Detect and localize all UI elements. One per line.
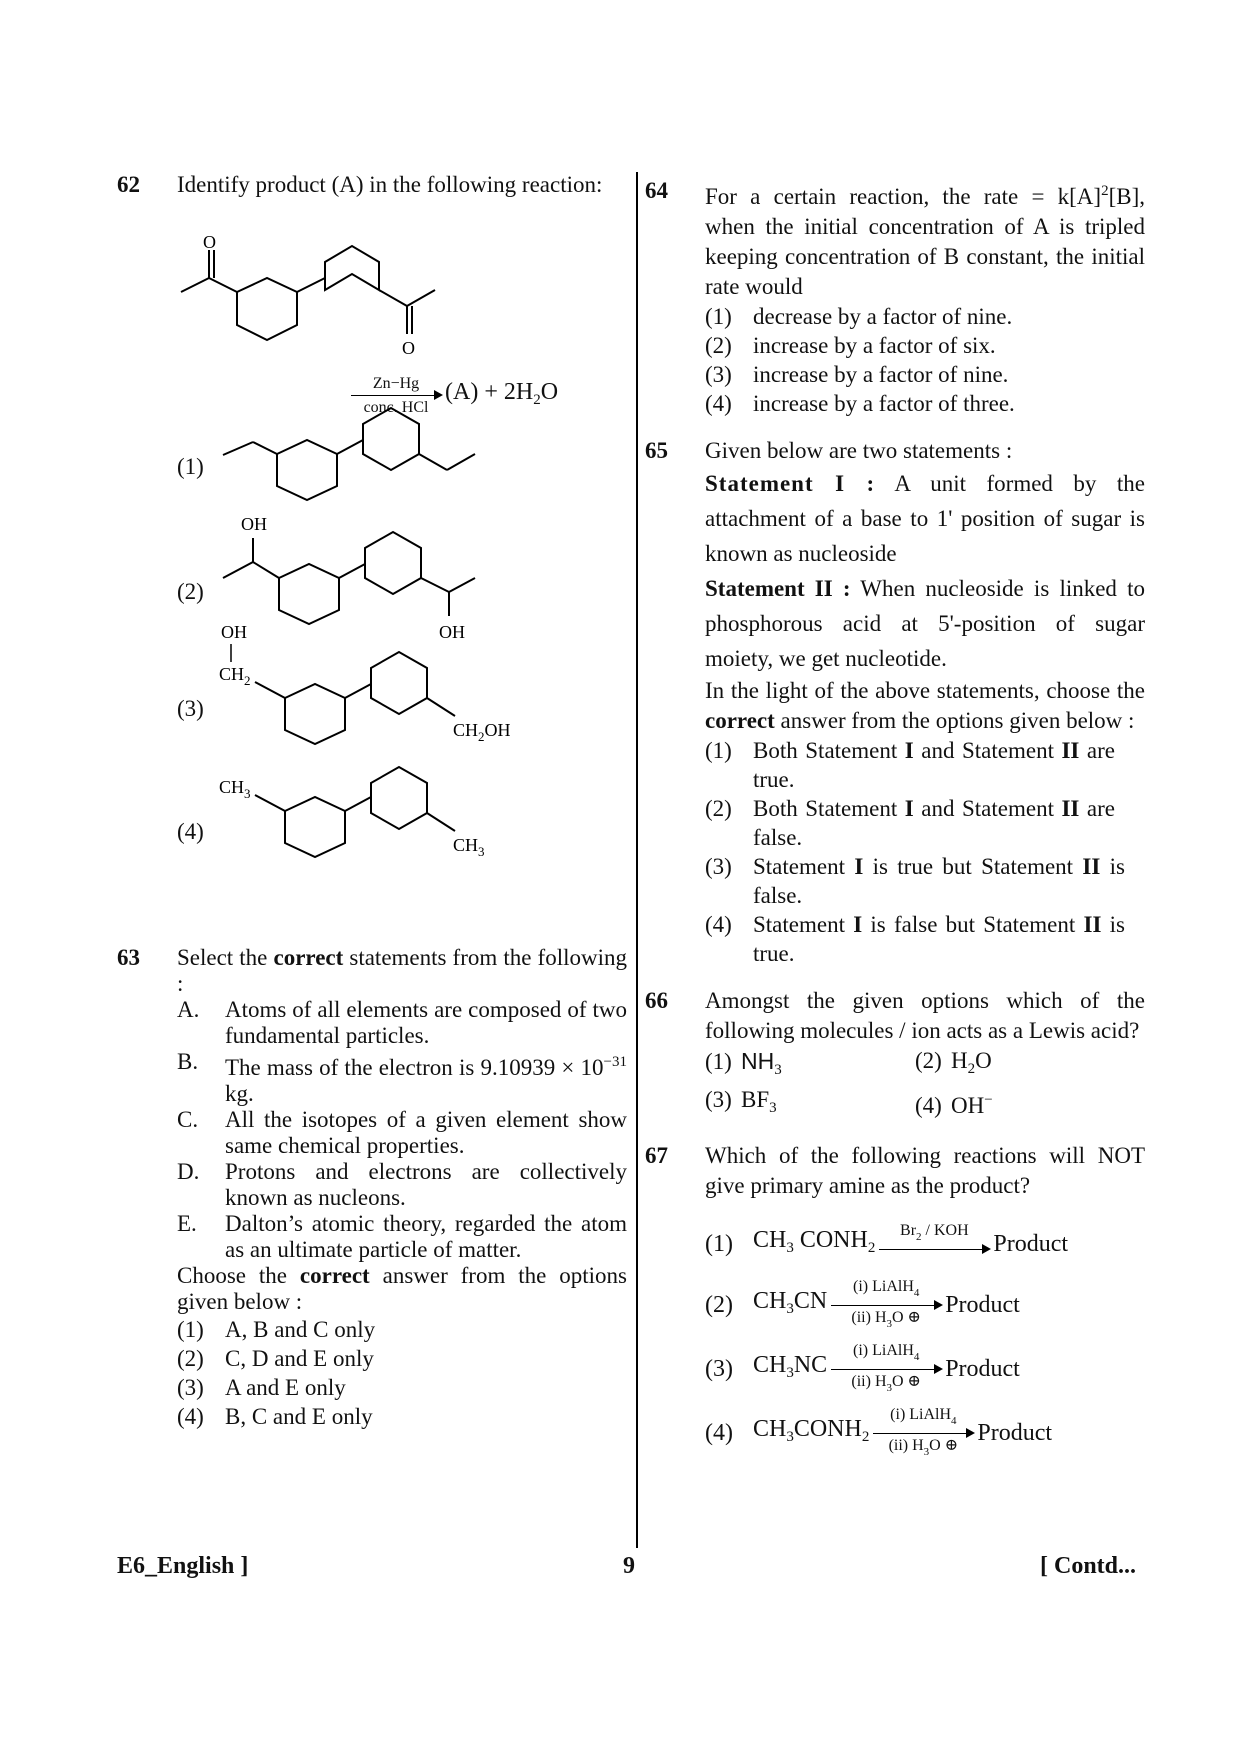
option-1: (1) decrease by a factor of nine. xyxy=(705,304,1013,329)
svg-text:OH: OH xyxy=(439,622,465,642)
svg-text:CH2OH: $CH_2OH$ xyxy=(453,720,511,744)
question-number: 62 xyxy=(117,172,140,197)
left-column xyxy=(117,170,627,1431)
svg-text:CH3: $CH_3$ xyxy=(453,835,485,859)
option-1: (1) A, B and C only xyxy=(177,1317,376,1342)
question-text: Select the correct statements from the following : xyxy=(177,945,627,996)
statement-d: D. Protons and electrons are collectively known as nucleons. xyxy=(177,1159,627,1210)
question-63 xyxy=(117,945,627,1431)
footer-right: [ Contd... xyxy=(1040,1553,1137,1579)
statement-1: Statement I : A unit formed by the attachment of a base to 1' position of sugar is known as nucleoside xyxy=(705,471,1145,566)
statement-c: C. All the isotopes of a given element show same chemical properties. xyxy=(177,1107,627,1158)
ketone-o-left: O xyxy=(203,232,216,252)
option-number: (2) xyxy=(177,579,204,604)
question-number: 66 xyxy=(645,988,668,1013)
intro: Given below are two statements : xyxy=(705,438,1013,463)
question-number: 67 xyxy=(645,1143,668,1168)
reactant-structure xyxy=(167,232,617,380)
question-67 xyxy=(645,1141,1145,1465)
option-3: (3) $CH_3NC$ (i) LiAlH$_4$ (ii) $H_3O$ ⊕ Product xyxy=(705,1337,1145,1401)
question-number: 64 xyxy=(645,178,668,203)
reagent-bottom: conc. HCl xyxy=(363,399,429,416)
reaction-arrow: $Br_2$ / KOH xyxy=(879,1222,989,1253)
option-1: (1) Both Statement I and Statement II are true. xyxy=(705,738,1115,792)
option-4: (4) increase by a factor of three. xyxy=(705,391,1015,416)
reagent-top: Zn−Hg xyxy=(372,375,420,392)
reaction-arrow: (i) LiAlH$_4$ (ii) $H_3O$ ⊕ xyxy=(831,1278,941,1333)
option-3: (3) $BF_3$ xyxy=(705,1087,777,1116)
right-column xyxy=(645,176,1145,1465)
statement-b: B. The mass of the electron is $9.10939 \times 10^{-31}$ kg. xyxy=(177,1049,627,1106)
options-grid xyxy=(705,1046,1145,1123)
option-1: (1) $CH_3$ $CONH_2$ $Br_2$ / KOH Product xyxy=(705,1221,1069,1257)
option-2: (2) increase by a factor of six. xyxy=(705,333,996,358)
question-text: Identify product (A) in the following reaction: xyxy=(177,172,603,197)
reaction-arrow: (i) LiAlH$_4$ (ii) $H_3O$ ⊕ xyxy=(831,1342,941,1397)
question-text: Which of the following reactions will NOT give primary amine as the product? xyxy=(705,1143,1145,1198)
svg-text:OH: OH xyxy=(241,514,267,534)
svg-text:CH3: $CH_3$ xyxy=(219,777,251,801)
column-divider xyxy=(636,172,638,1548)
option-2: (2) C, D and E only xyxy=(177,1346,374,1371)
question-number: 65 xyxy=(645,438,668,463)
footer-left: E6_English ] xyxy=(117,1553,249,1579)
option-2: (2) $CH_3CN$ (i) LiAlH$_4$ (ii) $H_3O$ ⊕ Product xyxy=(705,1273,1145,1337)
option-number: (1) xyxy=(177,454,204,479)
option-2: (2) $H_2O$ xyxy=(915,1048,992,1077)
option-3: (3) increase by a factor of nine. xyxy=(705,362,1009,387)
option-1: (1) $NH_3$ xyxy=(705,1048,782,1078)
option-4: (4) Statement I is false but Statement II is true. xyxy=(705,912,1125,966)
svg-text:OH: OH xyxy=(221,622,247,642)
question-text: Amongst the given options which of the following molecules / ion acts as a Lewis acid? xyxy=(705,988,1145,1043)
option-4: (4) B, C and E only xyxy=(177,1404,373,1429)
question-text: For a certain reaction, the rate = $k[A]^2[B]$, when the initial concentration of A is tripled keeping concentration of B constant, the initial rate would xyxy=(705,183,1145,299)
reaction-arrow: (i) LiAlH$_4$ (ii) $H_3O$ ⊕ xyxy=(873,1406,973,1461)
statement-e: E. Dalton’s atomic theory, regarded the atom as an ultimate particle of matter. xyxy=(177,1211,627,1262)
question-number: 63 xyxy=(117,945,140,970)
question-64 xyxy=(645,176,1145,418)
page-number: 9 xyxy=(623,1553,635,1579)
option-4: (4) $CH_3CONH_2$ (i) LiAlH$_4$ (ii) $H_3O$ ⊕ Product xyxy=(705,1401,1145,1465)
option-3: (3) Statement I is true but Statement II is false. xyxy=(705,854,1125,908)
option-number: (3) xyxy=(177,696,204,721)
option-2: (2) Both Statement I and Statement II are false. xyxy=(705,796,1115,850)
option-3-structure xyxy=(217,620,557,770)
ketone-o-right: O xyxy=(402,338,415,358)
question-66 xyxy=(645,986,1145,1123)
choose-text: Choose the correct answer from the options given below : xyxy=(177,1263,627,1314)
option-1-structure xyxy=(217,390,517,530)
question-65 xyxy=(645,436,1145,968)
svg-text:CH2: $CH_2$ xyxy=(219,664,251,688)
light-text: In the light of the above statements, choose the correct answer from the options given below : xyxy=(705,678,1145,733)
option-4-structure xyxy=(217,765,557,915)
option-3: (3) A and E only xyxy=(177,1375,346,1400)
statement-a: A. Atoms of all elements are composed of two fundamental particles. xyxy=(177,997,627,1048)
question-62 xyxy=(117,170,627,990)
option-number: (4) xyxy=(177,819,204,844)
option-4: (4) OH− xyxy=(915,1092,993,1118)
product-label: $(A) + 2H_2O$ xyxy=(445,378,559,408)
statement-2: Statement II : When nucleoside is linked to phosphorous acid at 5'-position of sugar moiety, we get nucleotide. xyxy=(705,576,1145,671)
